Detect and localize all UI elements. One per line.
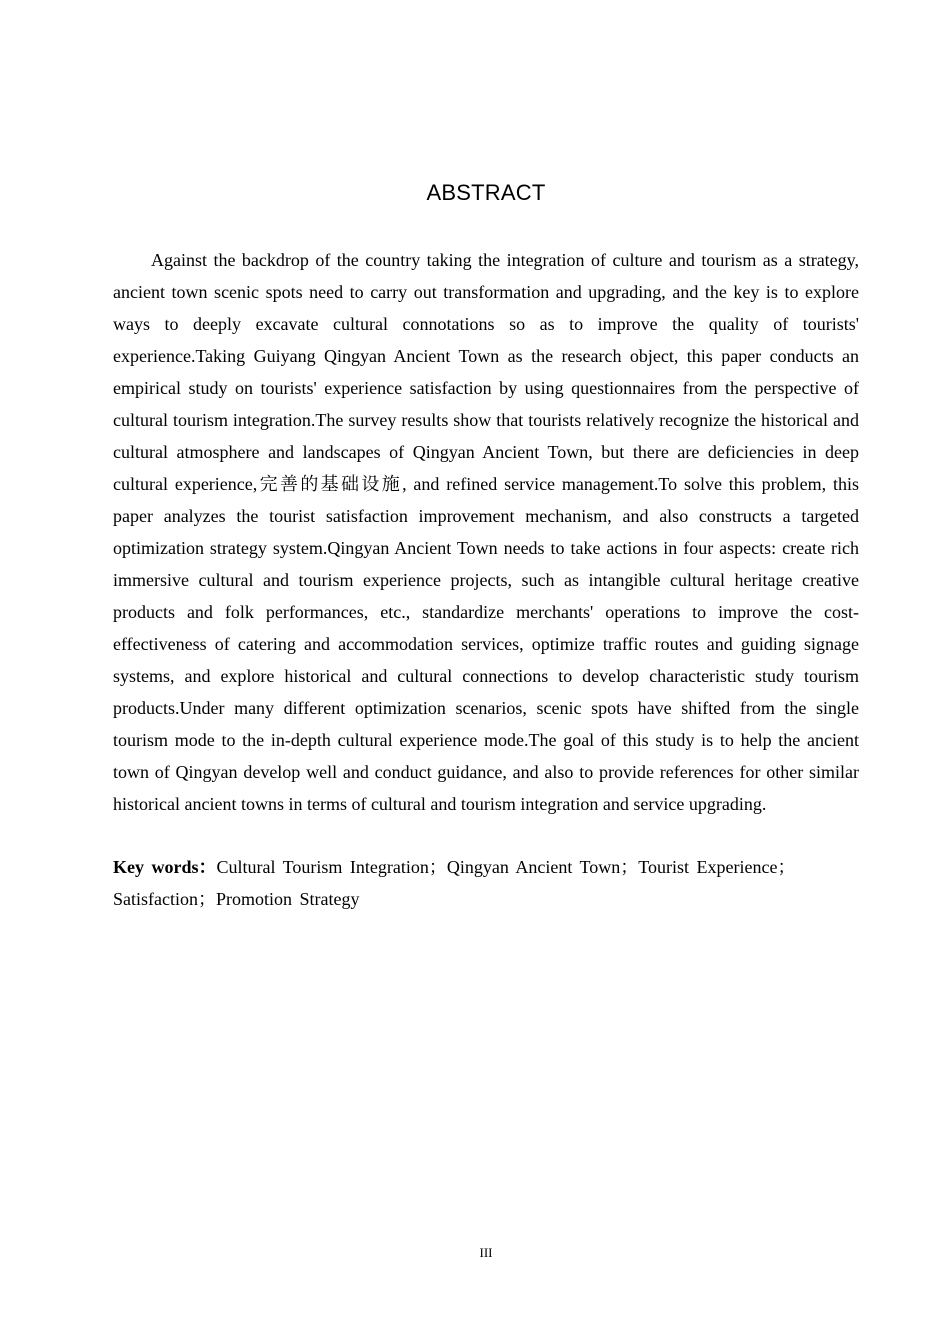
abstract-title: ABSTRACT bbox=[426, 180, 546, 205]
abstract-body: Against the backdrop of the country taking the integration of culture and tourism as a strategy, ancient town scenic spots need to carry out transformation and upgrading, and the key is to explore ways to deeply excavate cultural connotations so as to improve the quality of tourists' experience.Taking Guiyang Qingyan Ancient Town as the research object, this paper conducts an empirical study on tourists' experience satisfaction by using questionnaires from the perspective of cultural tourism integration.The survey results show that tourists relatively recognize the historical and cultural atmosphere and landscapes of Qingyan Ancient Town, but there are deficiencies in deep cultural experience,完善的基础设施, and refined service management.To solve this problem, this paper analyzes the tourist satisfaction improvement mechanism, and also constructs a targeted optimization strategy system.Qingyan Ancient Town needs to take actions in four aspects: create rich immersive cultural and tourism experience projects, such as intangible cultural heritage creative products and folk performances, etc., standardize merchants' operations to improve the cost-effectiveness of catering and accommodation services, optimize traffic routes and guiding signage systems, and explore historical and cultural connections to develop characteristic study tourism products.Under many different optimization scenarios, scenic spots have shifted from the single tourism mode to the in-depth cultural experience mode.The goal of this study is to help the ancient town of Qingyan develop well and conduct guidance, and also to provide references for other similar historical ancient towns in terms of cultural and tourism integration and service upgrading. bbox=[113, 250, 859, 814]
keywords-paragraph bbox=[113, 851, 859, 915]
keywords-text: Cultural Tourism Integration；Qingyan Ancient Town；Tourist Experience；Satisfaction；Promotion Strategy bbox=[113, 857, 796, 909]
page-number: III bbox=[479, 1245, 493, 1260]
keywords-label: Key words： bbox=[113, 857, 217, 877]
